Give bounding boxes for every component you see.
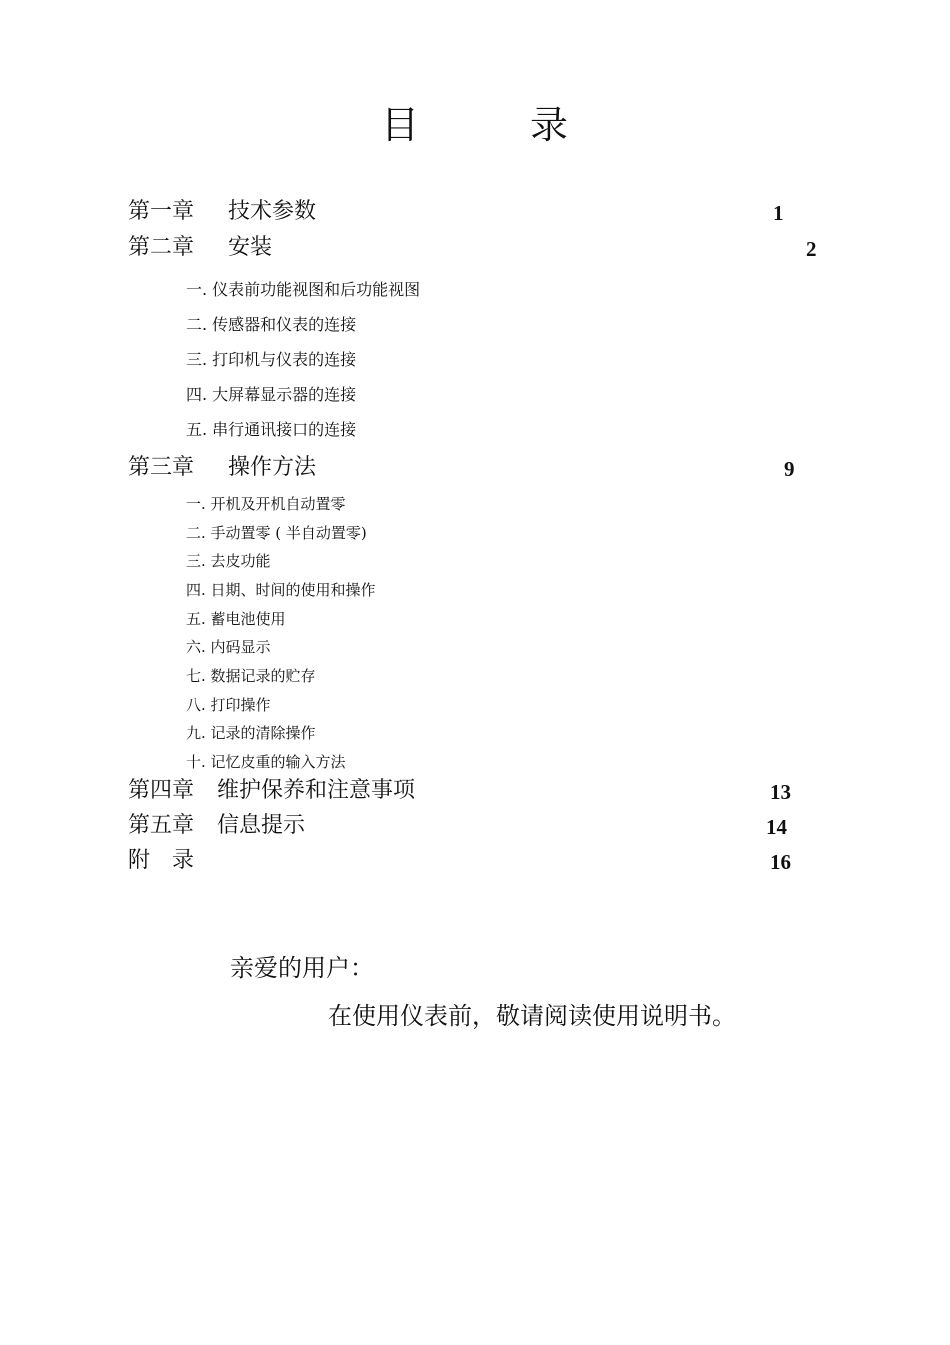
install-section-4: 四. 大屏幕显示器的连接	[186, 385, 357, 404]
appendix-label: 附 录	[128, 848, 195, 873]
appendix-page: 16	[770, 850, 791, 874]
toc-title-char-2: 录	[530, 103, 569, 147]
chapter-5-page: 14	[766, 815, 787, 839]
operation-section-3: 三. 去皮功能	[186, 552, 271, 570]
operation-section-9: 九. 记录的清除操作	[186, 724, 316, 742]
operation-section-5: 五. 蓄电池使用	[186, 610, 286, 628]
operation-section-10: 十. 记忆皮重的输入方法	[186, 753, 346, 771]
install-section-1: 一. 仪表前功能视图和后功能视图	[186, 280, 421, 299]
chapter-1-page: 1	[773, 201, 784, 225]
greeting-salutation: 亲爱的用户：	[230, 954, 374, 982]
chapter-3-label: 第三章	[128, 455, 195, 480]
operation-section-6: 六. 内码显示	[186, 638, 271, 656]
chapter-5-label: 第五章	[128, 813, 195, 838]
install-section-3: 三. 打印机与仪表的连接	[186, 350, 357, 369]
greeting-message: 在使用仪表前，敬请阅读使用说明书。	[328, 1002, 736, 1030]
chapter-3-page: 9	[784, 457, 795, 481]
operation-section-7: 七. 数据记录的贮存	[186, 667, 316, 685]
chapter-1-label: 第一章	[128, 199, 195, 224]
install-section-5: 五. 串行通讯接口的连接	[186, 420, 357, 439]
toc-title-char-1: 目	[381, 103, 420, 147]
chapter-5-title: 信息提示	[217, 813, 306, 838]
operation-section-2: 二. 手动置零 ( 半自动置零)	[186, 524, 367, 542]
chapter-4-label: 第四章	[128, 778, 195, 803]
operation-section-8: 八. 打印操作	[186, 696, 271, 714]
chapter-3-title: 操作方法	[228, 455, 317, 480]
operation-section-4: 四. 日期、时间的使用和操作	[186, 581, 376, 599]
chapter-2-label: 第二章	[128, 235, 195, 260]
chapter-2-title: 安装	[228, 235, 273, 260]
chapter-4-title: 维护保养和注意事项	[217, 778, 416, 803]
operation-section-1: 一. 开机及开机自动置零	[186, 495, 346, 513]
chapter-4-page: 13	[770, 780, 791, 804]
chapter-2-page: 2	[806, 237, 817, 261]
chapter-1-title: 技术参数	[228, 199, 317, 224]
install-section-2: 二. 传感器和仪表的连接	[186, 315, 357, 334]
